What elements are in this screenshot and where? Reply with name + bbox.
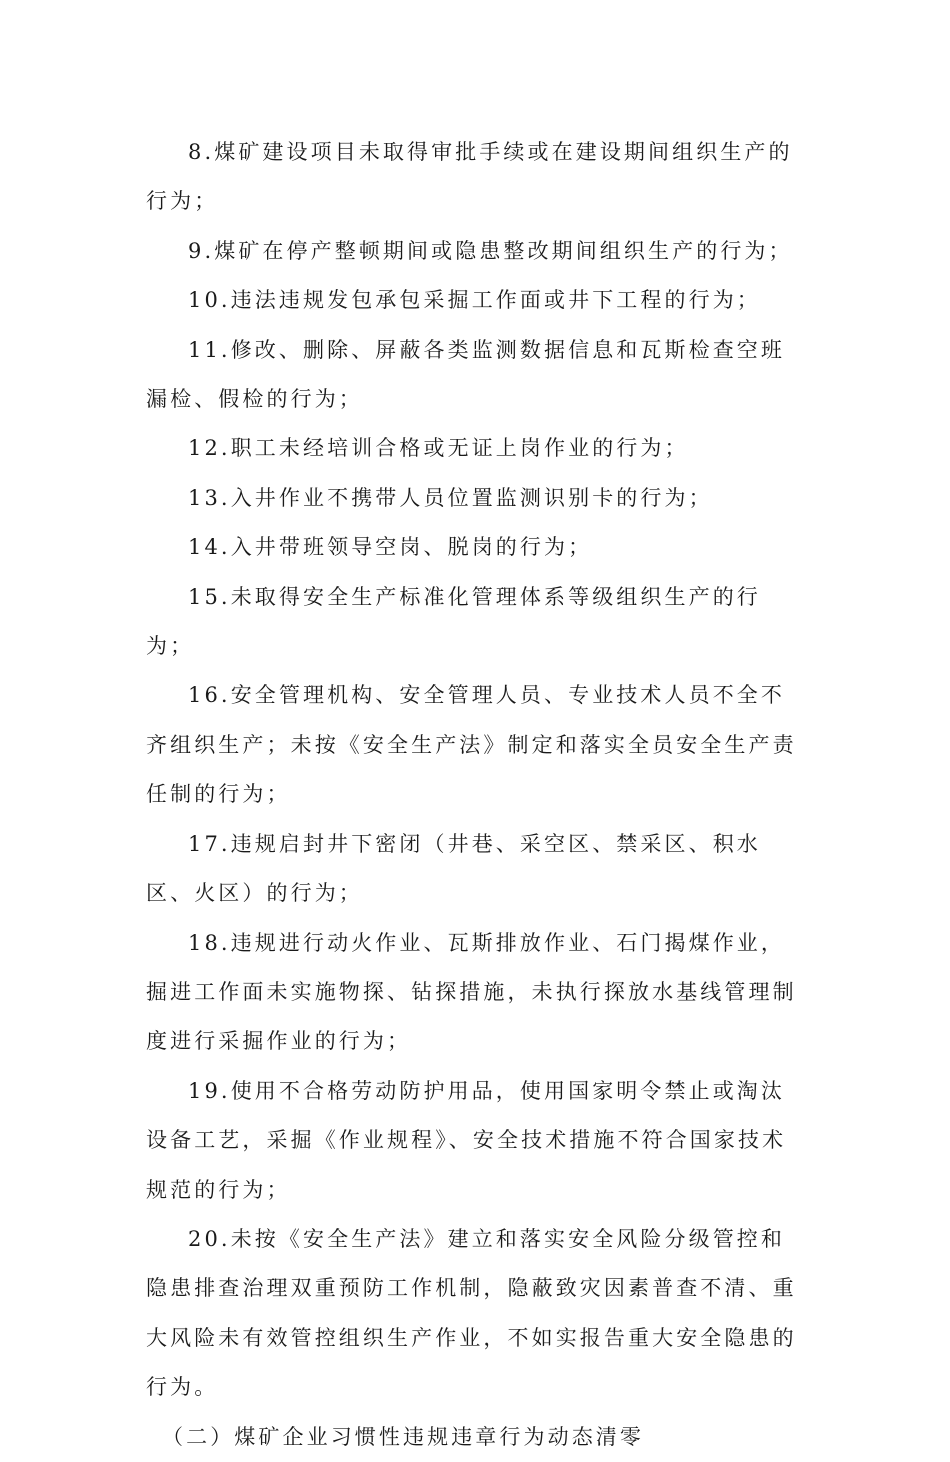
list-item-13: 13.入井作业不携带人员位置监测识别卡的行为； — [188, 485, 713, 510]
list-item-14: 14.入井带班领导空岗、脱岗的行为； — [188, 535, 593, 560]
list-item-9: 9.煤矿在停产整顿期间或隐患整改期间组织生产的行为； — [188, 238, 793, 263]
section-heading: （二）煤矿企业习惯性违规违章行为动态清零 — [162, 1424, 644, 1449]
list-item-16: 16.安全管理机构、安全管理人员、专业技术人员不全不齐组织生产；未按《安全生产法》制定和落实全员安全生产责任制的行为； — [146, 683, 797, 807]
list-item-10: 10.违法违规发包承包采掘工作面或井下工程的行为； — [188, 288, 761, 313]
list-item-12: 12.职工未经培训合格或无证上岗作业的行为； — [188, 436, 689, 461]
list-item-15: 15.未取得安全生产标准化管理体系等级组织生产的行为； — [146, 584, 761, 659]
list-item-8: 8.煤矿建设项目未取得审批手续或在建设期间组织生产的行为； — [146, 140, 793, 214]
document-body — [146, 128, 806, 1462]
list-item-17: 17.违规启封井下密闭（井巷、采空区、禁采区、积水区、火区）的行为； — [146, 831, 761, 906]
list-item-11: 11.修改、删除、屏蔽各类监测数据信息和瓦斯检查空班漏检、假检的行为； — [146, 337, 785, 412]
list-item-20: 20.未按《安全生产法》建立和落实安全风险分级管控和隐患排查治理双重预防工作机制，隐蔽致灾因素普查不清、重大风险未有效管控组织生产作业，不如实报告重大安全隐患的行为。 — [146, 1226, 797, 1400]
list-item-19: 19.使用不合格劳动防护用品，使用国家明令禁止或淘汰设备工艺，采掘《作业规程》、安全技术措施不符合国家技术规范的行为； — [146, 1078, 787, 1202]
list-item-18: 18.违规进行动火作业、瓦斯排放作业、石门揭煤作业，掘进工作面未实施物探、钻探措施，未执行探放水基线管理制度进行采掘作业的行为； — [146, 930, 797, 1054]
